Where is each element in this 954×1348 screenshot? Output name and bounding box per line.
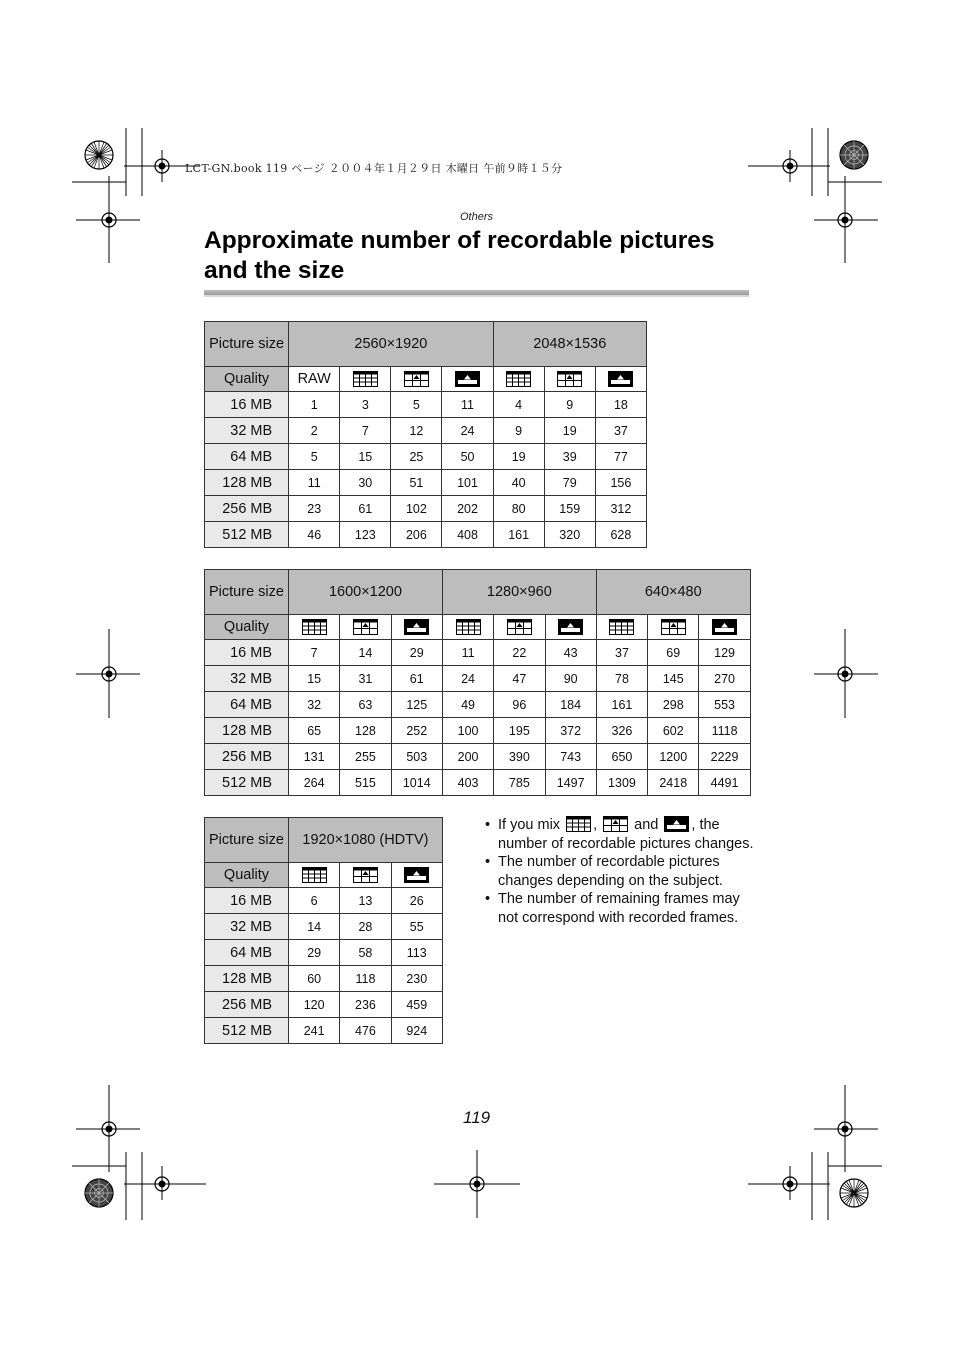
table-cell: 9	[493, 418, 544, 444]
table-cell: 4	[493, 392, 544, 418]
table-cell: 628	[595, 522, 646, 548]
standard-quality-icon	[648, 615, 699, 640]
table-row	[205, 744, 751, 770]
table-cell: 63	[340, 692, 391, 718]
table-cell: 230	[391, 966, 442, 992]
card-size-label: 32 MB	[205, 666, 289, 692]
table-cell: 123	[340, 522, 391, 548]
card-size-label: 256 MB	[205, 744, 289, 770]
table-row	[205, 392, 647, 418]
table-cell: 159	[544, 496, 595, 522]
fine-quality-icon	[289, 863, 340, 888]
table-cell: 79	[544, 470, 595, 496]
table-cell: 785	[494, 770, 545, 796]
table-cell: 553	[699, 692, 750, 718]
table-cell: 2229	[699, 744, 750, 770]
recordable-table-2	[204, 569, 751, 796]
table-cell: 2	[289, 418, 340, 444]
quality-label: Quality	[205, 615, 289, 640]
fine-quality-icon	[566, 816, 591, 832]
table-cell: 503	[391, 744, 442, 770]
print-header: LCT-GN.book 119 ページ ２００４年１月２９日 木曜日 午前９時１５分	[185, 162, 563, 175]
table-cell: 236	[340, 992, 391, 1018]
table-row	[205, 418, 647, 444]
standard-quality-icon	[340, 863, 391, 888]
table-cell: 2418	[648, 770, 699, 796]
picture-size-label: Picture size	[205, 818, 289, 863]
table-cell: 19	[493, 444, 544, 470]
table-cell: 1014	[391, 770, 442, 796]
table-row	[205, 692, 751, 718]
table-cell: 43	[545, 640, 596, 666]
card-size-label: 32 MB	[205, 418, 289, 444]
card-size-label: 16 MB	[205, 888, 289, 914]
table-cell: 255	[340, 744, 391, 770]
table-cell: 77	[595, 444, 646, 470]
table-cell: 161	[493, 522, 544, 548]
recordable-table-1	[204, 321, 647, 548]
bullet: •	[485, 817, 491, 833]
table-cell: 650	[596, 744, 647, 770]
note-item	[484, 890, 756, 927]
table-cell: 252	[391, 718, 442, 744]
table-cell: 1497	[545, 770, 596, 796]
table-cell: 408	[442, 522, 493, 548]
table-cell: 50	[442, 444, 493, 470]
table-cell: 23	[289, 496, 340, 522]
economy-quality-icon	[442, 367, 493, 392]
note-text: , the number of recordable pictures changes.	[498, 817, 754, 852]
table-cell: 14	[340, 640, 391, 666]
table-cell: 113	[391, 940, 442, 966]
table-cell: 195	[494, 718, 545, 744]
table-cell: 326	[596, 718, 647, 744]
table-row	[205, 666, 751, 692]
table-cell: 120	[289, 992, 340, 1018]
table-cell: 7	[289, 640, 340, 666]
table-cell: 264	[289, 770, 340, 796]
table-row	[205, 444, 647, 470]
table-cell: 320	[544, 522, 595, 548]
note-text: The number of recordable pictures changes depending on the subject.	[498, 854, 723, 889]
table-cell: 61	[340, 496, 391, 522]
table-cell: 200	[442, 744, 493, 770]
resolution-header: 2560×1920	[289, 322, 493, 367]
table-cell: 372	[545, 718, 596, 744]
table-cell: 128	[340, 718, 391, 744]
table-cell: 9	[544, 392, 595, 418]
quality-label: Quality	[205, 367, 289, 392]
standard-quality-icon	[494, 615, 545, 640]
picture-size-label: Picture size	[205, 322, 289, 367]
quality-label: Quality	[205, 863, 289, 888]
table-row	[205, 522, 647, 548]
table-row	[205, 470, 647, 496]
table-cell: 602	[648, 718, 699, 744]
table-cell: 55	[391, 914, 442, 940]
table-cell: 100	[442, 718, 493, 744]
card-size-label: 16 MB	[205, 640, 289, 666]
table-cell: 156	[595, 470, 646, 496]
table-cell: 5	[391, 392, 442, 418]
table-cell: 90	[545, 666, 596, 692]
table-row	[205, 770, 751, 796]
card-size-label: 16 MB	[205, 392, 289, 418]
table-cell: 184	[545, 692, 596, 718]
table-cell: 206	[391, 522, 442, 548]
table-cell: 161	[596, 692, 647, 718]
card-size-label: 32 MB	[205, 914, 289, 940]
card-size-label: 512 MB	[205, 1018, 289, 1044]
table-cell: 49	[442, 692, 493, 718]
note-text: The number of remaining frames may not correspond with recorded frames.	[498, 891, 740, 926]
table-row	[205, 940, 443, 966]
table-cell: 7	[340, 418, 391, 444]
table-cell: 241	[289, 1018, 340, 1044]
table-cell: 28	[340, 914, 391, 940]
standard-quality-icon	[603, 816, 628, 832]
table-cell: 19	[544, 418, 595, 444]
table-cell: 459	[391, 992, 442, 1018]
resolution-header: 1600×1200	[289, 570, 443, 615]
economy-quality-icon	[595, 367, 646, 392]
table-cell: 270	[699, 666, 750, 692]
card-size-label: 256 MB	[205, 992, 289, 1018]
page-number: 119	[463, 1108, 491, 1127]
resolution-header: 1920×1080 (HDTV)	[289, 818, 443, 863]
table-cell: 65	[289, 718, 340, 744]
resolution-header: 640×480	[596, 570, 750, 615]
table-cell: 31	[340, 666, 391, 692]
table-cell: 24	[442, 666, 493, 692]
table-cell: 26	[391, 888, 442, 914]
table-cell: 12	[391, 418, 442, 444]
note-item	[484, 853, 756, 890]
table-cell: 298	[648, 692, 699, 718]
picture-size-label: Picture size	[205, 570, 289, 615]
table-cell: 3	[340, 392, 391, 418]
table-cell: 145	[648, 666, 699, 692]
table-cell: 1200	[648, 744, 699, 770]
notes-list	[484, 816, 756, 927]
economy-quality-icon	[545, 615, 596, 640]
table-cell: 15	[340, 444, 391, 470]
table-row	[205, 718, 751, 744]
card-size-label: 128 MB	[205, 718, 289, 744]
page-title: Approximate number of recordable pictures and the size	[204, 227, 715, 284]
table-cell: 476	[340, 1018, 391, 1044]
table-cell: 96	[494, 692, 545, 718]
economy-quality-icon	[391, 615, 442, 640]
title-rule	[204, 290, 749, 297]
table-cell: 6	[289, 888, 340, 914]
table-cell: 1118	[699, 718, 750, 744]
table-row	[205, 914, 443, 940]
table-cell: 25	[391, 444, 442, 470]
table-cell: 46	[289, 522, 340, 548]
card-size-label: 64 MB	[205, 692, 289, 718]
bullet: •	[485, 854, 491, 870]
table-cell: 69	[648, 640, 699, 666]
table-cell: 515	[340, 770, 391, 796]
table-cell: 30	[340, 470, 391, 496]
table-cell: 78	[596, 666, 647, 692]
economy-quality-icon	[699, 615, 750, 640]
table-cell: 202	[442, 496, 493, 522]
table-cell: 15	[289, 666, 340, 692]
table-cell: 13	[340, 888, 391, 914]
economy-quality-icon	[391, 863, 442, 888]
table-cell: 24	[442, 418, 493, 444]
note-item	[484, 816, 756, 853]
table-cell: 4491	[699, 770, 750, 796]
economy-quality-icon	[664, 816, 689, 832]
table-cell: 102	[391, 496, 442, 522]
table-row	[205, 1018, 443, 1044]
table-cell: 131	[289, 744, 340, 770]
table-cell: 390	[494, 744, 545, 770]
card-size-label: 128 MB	[205, 470, 289, 496]
fine-quality-icon	[493, 367, 544, 392]
table-cell: 5	[289, 444, 340, 470]
fine-quality-icon	[596, 615, 647, 640]
table-cell: 129	[699, 640, 750, 666]
table-cell: 32	[289, 692, 340, 718]
table-cell: 80	[493, 496, 544, 522]
table-cell: 22	[494, 640, 545, 666]
bullet: •	[485, 891, 491, 907]
table-cell: 29	[391, 640, 442, 666]
table-cell: 125	[391, 692, 442, 718]
card-size-label: 64 MB	[205, 940, 289, 966]
fine-quality-icon	[289, 615, 340, 640]
table-row	[205, 640, 751, 666]
fine-quality-icon	[442, 615, 493, 640]
table-cell: 312	[595, 496, 646, 522]
table-cell: 924	[391, 1018, 442, 1044]
note-text: ,	[593, 817, 598, 833]
table-row	[205, 888, 443, 914]
card-size-label: 64 MB	[205, 444, 289, 470]
card-size-label: 256 MB	[205, 496, 289, 522]
recordable-table-3	[204, 817, 443, 1044]
table-cell: 11	[289, 470, 340, 496]
table-cell: 60	[289, 966, 340, 992]
table-cell: 51	[391, 470, 442, 496]
table-cell: 14	[289, 914, 340, 940]
table-cell: 1	[289, 392, 340, 418]
raw-quality-label: RAW	[289, 367, 340, 392]
table-cell: 58	[340, 940, 391, 966]
table-cell: 118	[340, 966, 391, 992]
standard-quality-icon	[391, 367, 442, 392]
table-cell: 18	[595, 392, 646, 418]
table-cell: 37	[595, 418, 646, 444]
section-label: Others	[460, 211, 494, 223]
table-cell: 40	[493, 470, 544, 496]
table-cell: 47	[494, 666, 545, 692]
table-cell: 11	[442, 640, 493, 666]
standard-quality-icon	[544, 367, 595, 392]
table-row	[205, 966, 443, 992]
resolution-header: 2048×1536	[493, 322, 646, 367]
table-row	[205, 992, 443, 1018]
table-cell: 11	[442, 392, 493, 418]
table-cell: 743	[545, 744, 596, 770]
card-size-label: 512 MB	[205, 522, 289, 548]
table-cell: 1309	[596, 770, 647, 796]
card-size-label: 512 MB	[205, 770, 289, 796]
standard-quality-icon	[340, 615, 391, 640]
table-cell: 403	[442, 770, 493, 796]
table-cell: 29	[289, 940, 340, 966]
table-cell: 37	[596, 640, 647, 666]
table-cell: 61	[391, 666, 442, 692]
note-text: If you mix	[498, 817, 561, 833]
table-row	[205, 496, 647, 522]
note-text: and	[634, 817, 659, 833]
table-cell: 39	[544, 444, 595, 470]
card-size-label: 128 MB	[205, 966, 289, 992]
table-cell: 101	[442, 470, 493, 496]
resolution-header: 1280×960	[442, 570, 596, 615]
fine-quality-icon	[340, 367, 391, 392]
